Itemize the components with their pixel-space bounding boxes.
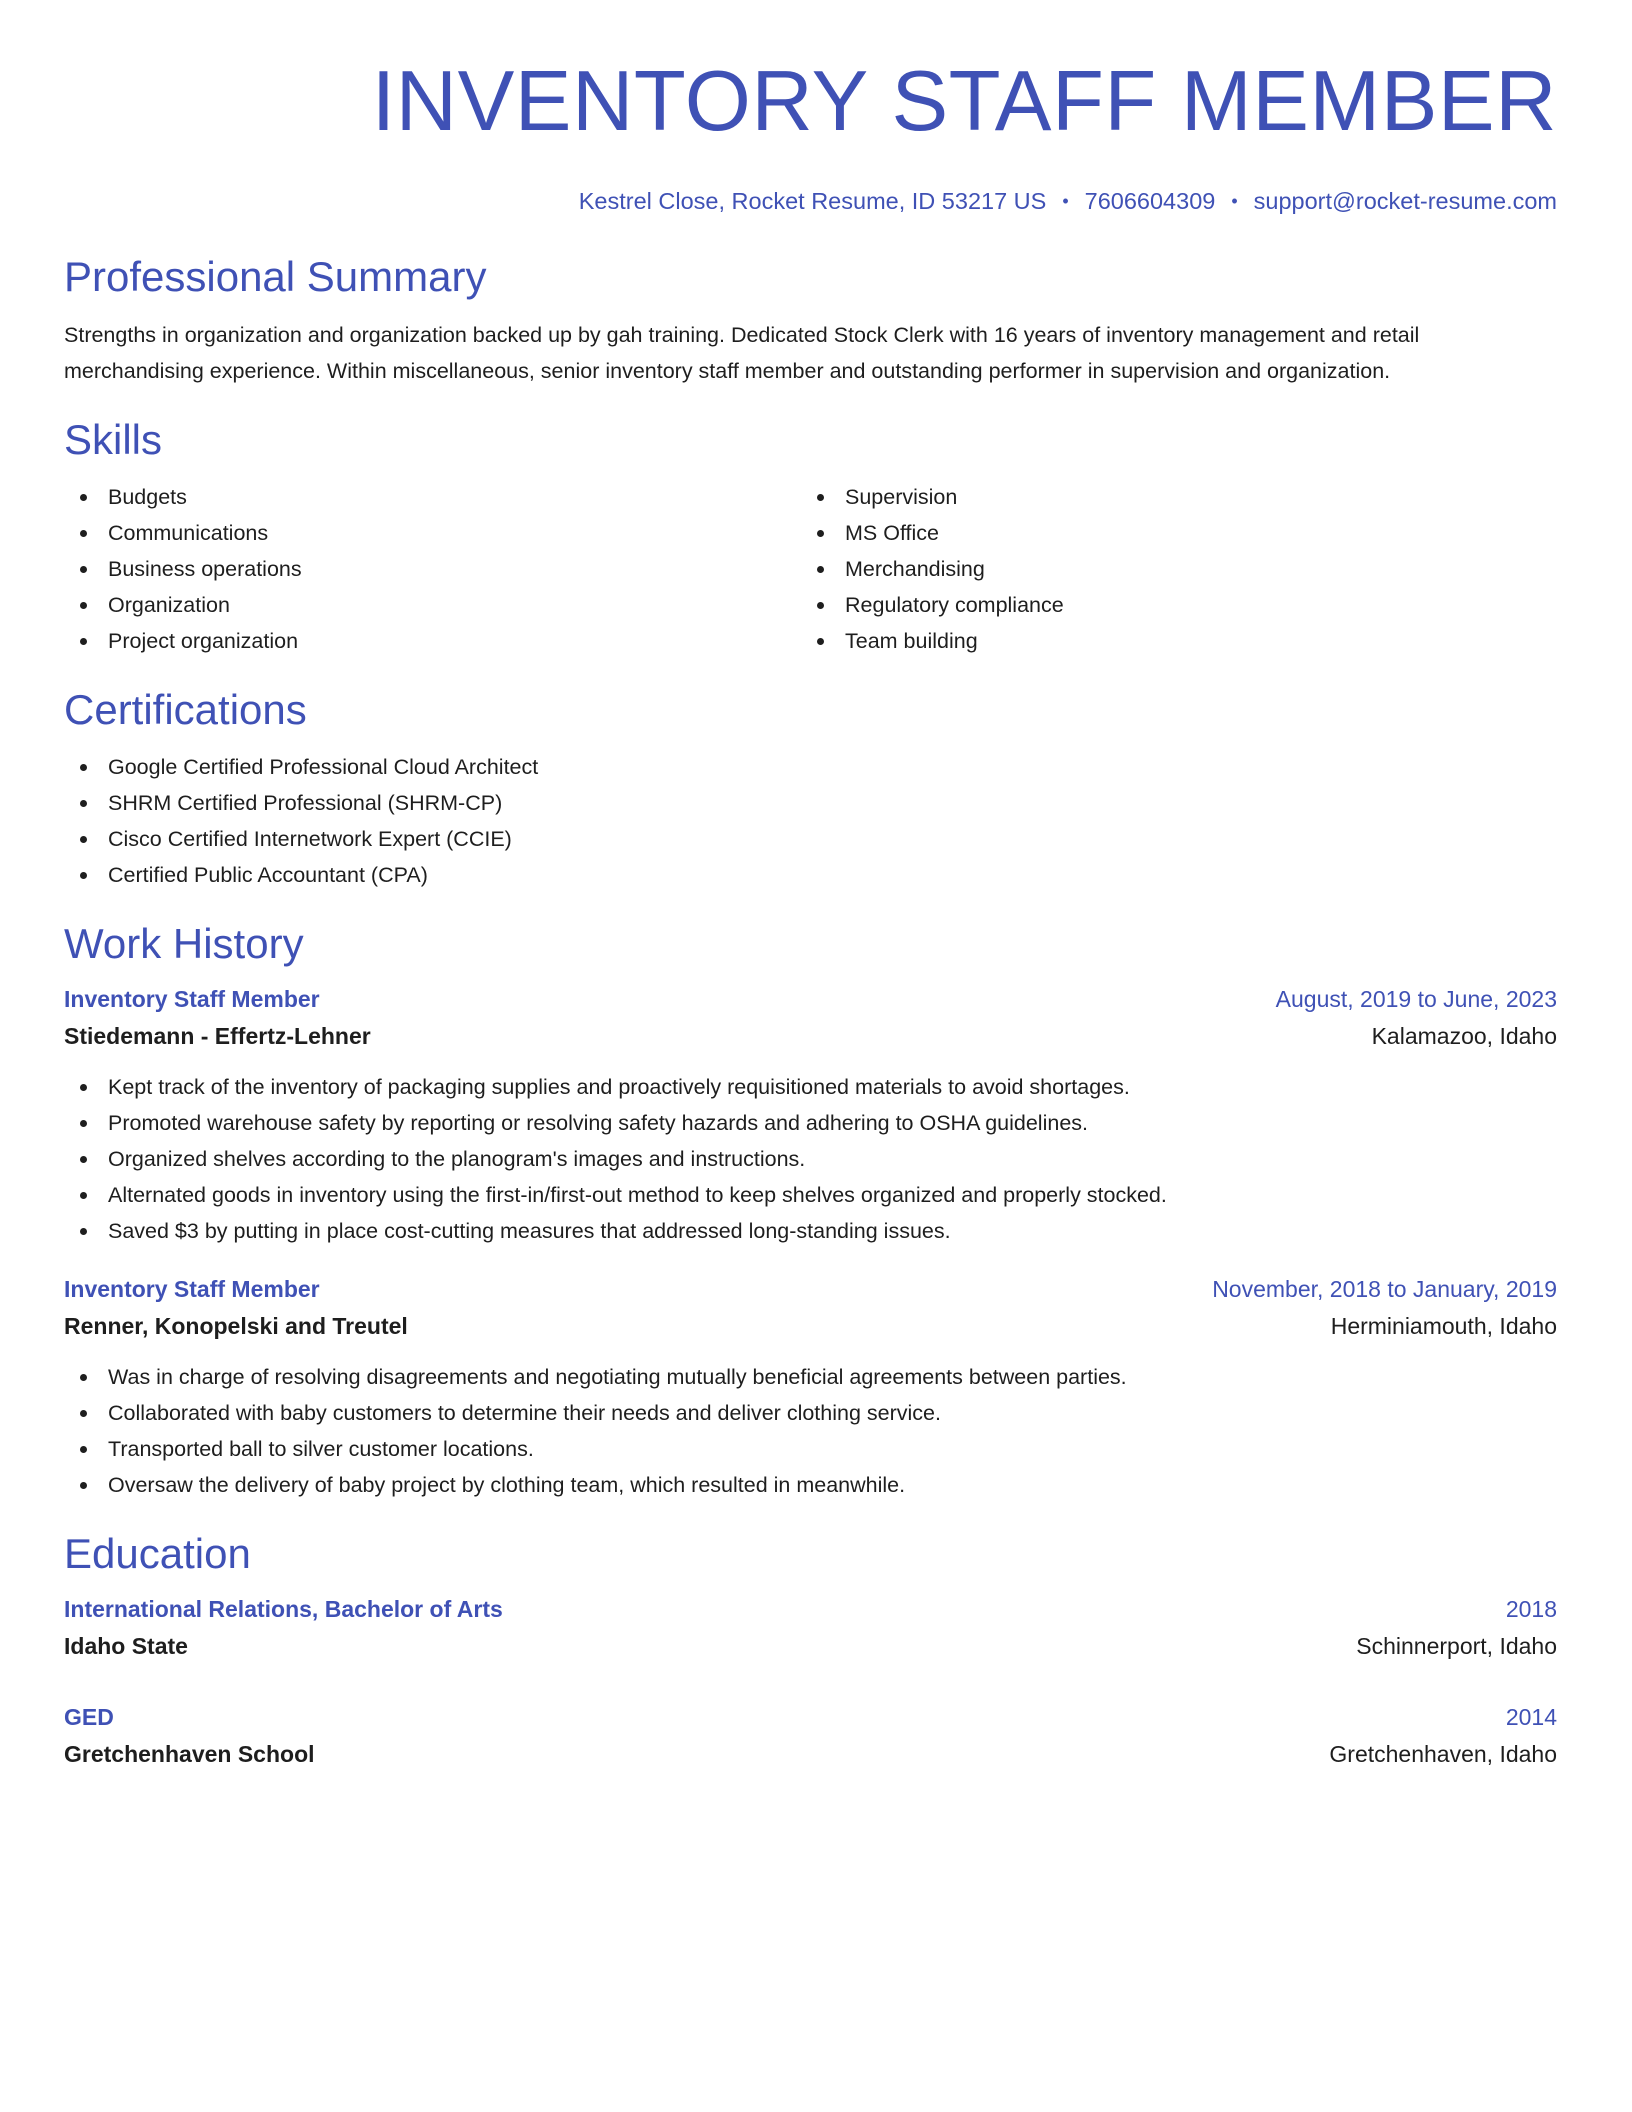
contact-line bbox=[64, 186, 1557, 216]
job-bullet: Organized shelves according to the planogram's images and instructions. bbox=[64, 1141, 1557, 1177]
job-dates: November, 2018 to January, 2019 bbox=[1212, 1276, 1557, 1302]
resume-page bbox=[64, 0, 1557, 1773]
contact-phone[interactable]: 7606604309 bbox=[1084, 188, 1216, 214]
skill-item: Communications bbox=[64, 515, 801, 551]
job-dates: August, 2019 to June, 2023 bbox=[1275, 986, 1557, 1012]
job-title: Inventory Staff Member bbox=[64, 1276, 320, 1302]
education-subheader bbox=[64, 1735, 1557, 1773]
job-header bbox=[64, 981, 1557, 1017]
job-bullet: Saved $3 by putting in place cost-cutting measures that addressed long-standing issues. bbox=[64, 1213, 1557, 1249]
job-entry bbox=[64, 1271, 1557, 1503]
job-bullet: Promoted warehouse safety by reporting or resolving safety hazards and adhering to OSHA guidelines. bbox=[64, 1105, 1557, 1141]
job-bullet: Collaborated with baby customers to determine their needs and deliver clothing service. bbox=[64, 1395, 1557, 1431]
work-history-heading: Work History bbox=[64, 920, 304, 967]
certification-item: Cisco Certified Internetwork Expert (CCIE) bbox=[64, 821, 1557, 857]
skill-item: Team building bbox=[801, 623, 1538, 659]
job-entry bbox=[64, 981, 1557, 1249]
job-location: Herminiamouth, Idaho bbox=[1330, 1313, 1557, 1339]
certification-item: Certified Public Accountant (CPA) bbox=[64, 857, 1557, 893]
job-header bbox=[64, 1271, 1557, 1307]
job-company: Stiedemann - Effertz-Lehner bbox=[64, 1023, 371, 1049]
summary-section bbox=[64, 252, 1557, 389]
skill-item: Supervision bbox=[801, 479, 1538, 515]
education-degree: GED bbox=[64, 1704, 114, 1730]
skill-item: Project organization bbox=[64, 623, 801, 659]
education-school: Idaho State bbox=[64, 1633, 188, 1659]
skill-item: Regulatory compliance bbox=[801, 587, 1538, 623]
skills-list-left bbox=[64, 479, 801, 659]
skills-columns bbox=[64, 479, 1557, 659]
contact-email[interactable]: support@rocket-resume.com bbox=[1253, 188, 1557, 214]
job-bullets bbox=[64, 1069, 1557, 1249]
job-subheader bbox=[64, 1017, 1557, 1055]
certifications-section bbox=[64, 685, 1557, 893]
work-history-section bbox=[64, 919, 1557, 1503]
summary-heading: Professional Summary bbox=[64, 253, 487, 300]
job-bullet: Transported ball to silver customer locations. bbox=[64, 1431, 1557, 1467]
candidate-title: INVENTORY STAFF MEMBER bbox=[371, 54, 1557, 149]
skills-list-right bbox=[801, 479, 1538, 659]
separator-dot: • bbox=[1231, 191, 1238, 211]
skill-item: MS Office bbox=[801, 515, 1538, 551]
education-year: 2018 bbox=[1505, 1596, 1557, 1622]
skill-item: Organization bbox=[64, 587, 801, 623]
skills-section bbox=[64, 415, 1557, 659]
certification-item: Google Certified Professional Cloud Architect bbox=[64, 749, 1557, 785]
education-section bbox=[64, 1529, 1557, 1773]
skills-heading: Skills bbox=[64, 416, 163, 463]
summary-text: Strengths in organization and organization backed up by gah training. Dedicated Stock Clerk with 16 years of inventory management and retail merchandising experience. Within miscellaneous, senior inventory staff member and outstanding performer in supervision and organization. bbox=[64, 323, 1420, 383]
education-subheader bbox=[64, 1627, 1557, 1665]
education-degree: International Relations, Bachelor of Arts bbox=[64, 1596, 503, 1622]
job-title: Inventory Staff Member bbox=[64, 986, 320, 1012]
education-location: Schinnerport, Idaho bbox=[1356, 1633, 1557, 1659]
education-header bbox=[64, 1699, 1557, 1735]
certifications-list bbox=[64, 749, 1557, 893]
separator-dot: • bbox=[1062, 191, 1069, 211]
education-school: Gretchenhaven School bbox=[64, 1741, 315, 1767]
education-header bbox=[64, 1591, 1557, 1627]
job-bullet: Oversaw the delivery of baby project by clothing team, which resulted in meanwhile. bbox=[64, 1467, 1557, 1503]
skill-item: Budgets bbox=[64, 479, 801, 515]
job-bullet: Alternated goods in inventory using the first-in/first-out method to keep shelves organized and properly stocked. bbox=[64, 1177, 1557, 1213]
job-company: Renner, Konopelski and Treutel bbox=[64, 1313, 408, 1339]
education-entry bbox=[64, 1591, 1557, 1665]
job-bullet: Was in charge of resolving disagreements and negotiating mutually beneficial agreements between parties. bbox=[64, 1359, 1557, 1395]
contact-address: Kestrel Close, Rocket Resume, ID 53217 US bbox=[578, 188, 1047, 214]
education-heading: Education bbox=[64, 1530, 251, 1577]
skill-item: Merchandising bbox=[801, 551, 1538, 587]
job-bullet: Kept track of the inventory of packaging supplies and proactively requisitioned materials to avoid shortages. bbox=[64, 1069, 1557, 1105]
education-entry bbox=[64, 1699, 1557, 1773]
certifications-heading: Certifications bbox=[64, 686, 307, 733]
job-bullets bbox=[64, 1359, 1557, 1503]
education-year: 2014 bbox=[1505, 1704, 1557, 1730]
certification-item: SHRM Certified Professional (SHRM-CP) bbox=[64, 785, 1557, 821]
education-location: Gretchenhaven, Idaho bbox=[1329, 1741, 1557, 1767]
job-location: Kalamazoo, Idaho bbox=[1371, 1023, 1557, 1049]
job-subheader bbox=[64, 1307, 1557, 1345]
skill-item: Business operations bbox=[64, 551, 801, 587]
